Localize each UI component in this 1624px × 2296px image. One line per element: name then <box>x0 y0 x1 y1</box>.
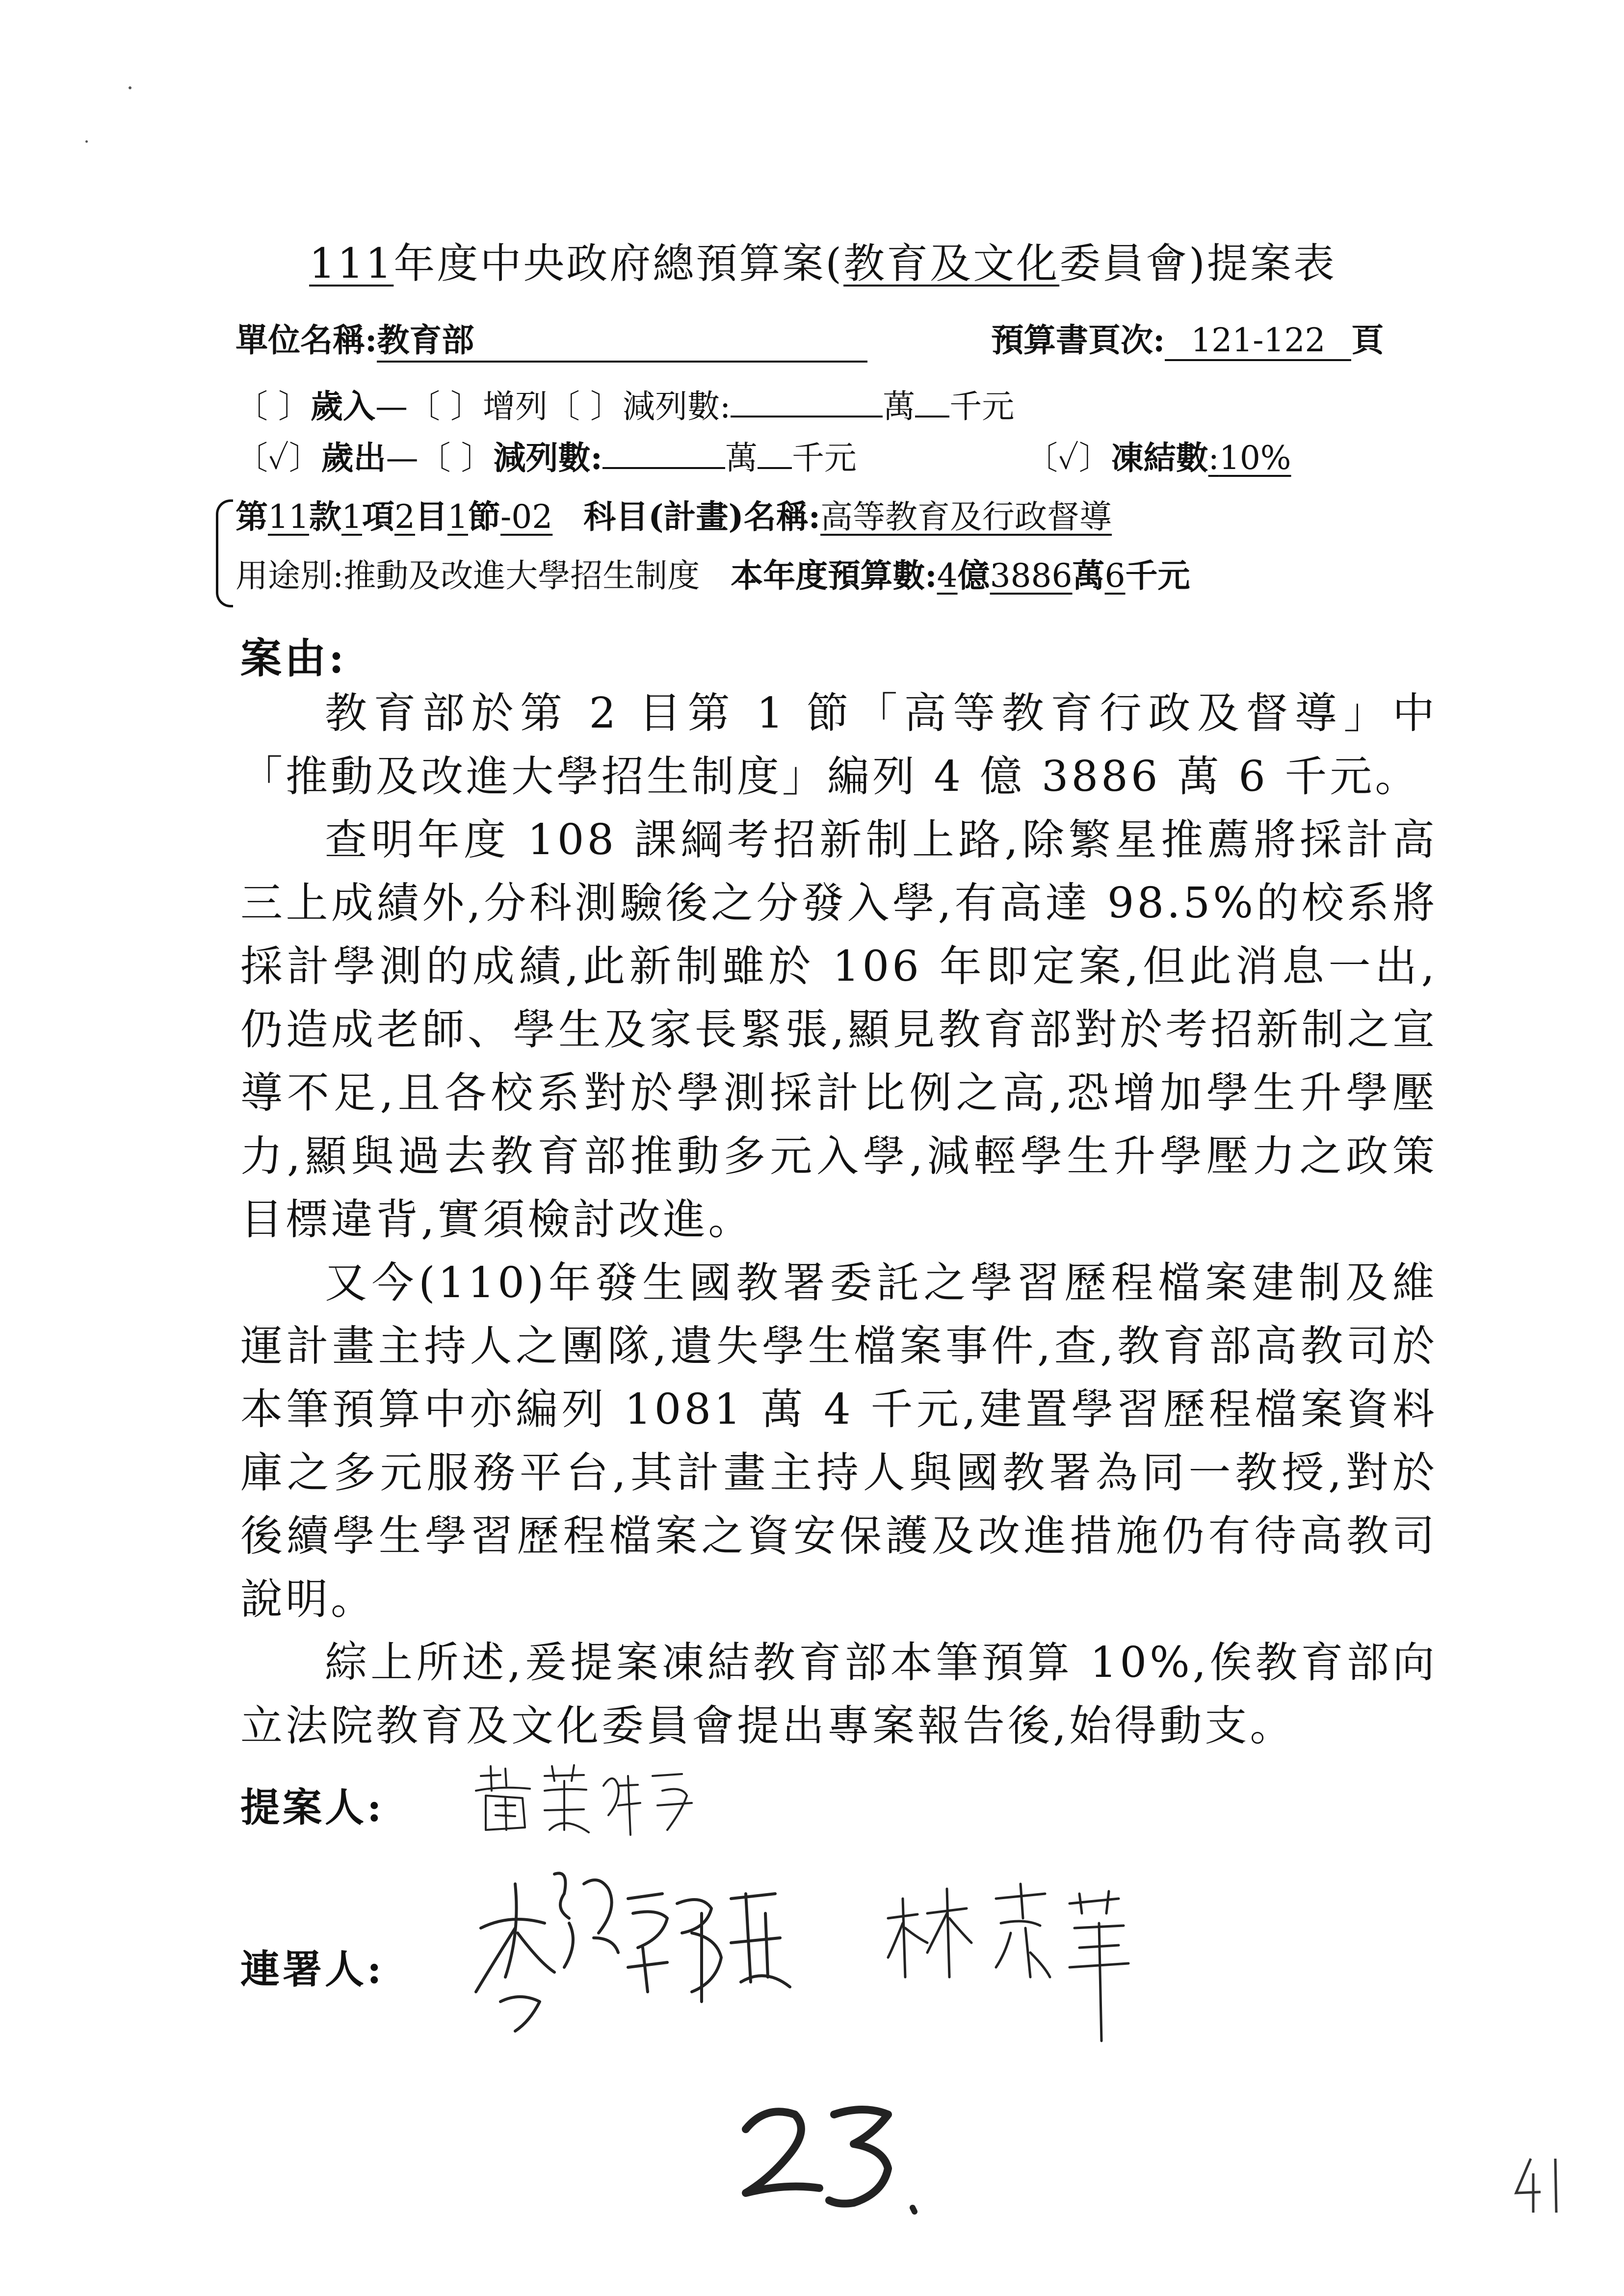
expense-line <box>236 432 857 478</box>
jie-number: 1 <box>447 498 468 536</box>
cosigner-label: 連署人: <box>240 1946 385 1992</box>
scan-speck <box>85 140 88 143</box>
page-value: 121-122 <box>1191 321 1326 359</box>
reason-paragraph-3: 又今(110)年發生國教署委託之學習歷程檔案建制及維運計畫主持人之團隊,遺失學生檔案事件,查,教育部高教司於本筆預算中亦編列 1081 萬 4 千元,建置學習歷程檔案資料庫之多元服務平台,其計畫主持人與國教署為同一教授,對於後續學生學習歷程檔案之資安保護及改進措施仍有待高教司說明。 <box>240 1258 1438 1624</box>
kuan-label: 款 <box>309 497 341 536</box>
xiang-number: 1 <box>341 498 362 536</box>
purpose-line <box>236 549 1190 596</box>
reason-body <box>240 682 1438 1758</box>
subject-di: 第 <box>236 497 268 536</box>
page-number <box>1511 2154 1580 2218</box>
unit-value: 教育部 <box>377 321 474 359</box>
subject-name-label: 科目(計畫)名稱: <box>583 497 821 536</box>
expense-label: 歲出 <box>321 439 386 477</box>
revenue-add-label: 增列 <box>482 388 548 425</box>
subject-name-value: 高等教育及行政督導 <box>820 498 1112 536</box>
title-pre: 年度中央政府總預算案( <box>393 239 844 287</box>
expense-reduce-label: 減列數: <box>493 439 602 477</box>
budget-wan: 萬 <box>1072 556 1105 595</box>
xiang-label: 項 <box>362 497 394 536</box>
expense-dash: — <box>386 439 419 477</box>
revenue-wan: 萬 <box>883 388 916 425</box>
budget-qian-number: 6 <box>1104 557 1126 595</box>
reason-heading: 案由: <box>240 634 347 682</box>
revenue-dash: — <box>375 388 408 425</box>
revenue-label: 歲入 <box>310 387 375 425</box>
cosigner-signature-2 <box>883 1879 1158 2056</box>
revenue-reduce-label: 減列數: <box>622 388 731 425</box>
budget-label: 本年度預算數: <box>731 556 937 595</box>
freeze-checkbox: 〔✓〕 <box>1025 439 1111 477</box>
jie-code: -02 <box>500 498 553 536</box>
freeze-label: 凍結數 <box>1111 439 1208 477</box>
scan-speck <box>129 86 131 89</box>
freeze-line <box>1025 432 1291 478</box>
expense-reduce-checkbox: 〔 〕 <box>418 439 494 477</box>
kuan-number: 11 <box>268 498 309 536</box>
unit-line <box>236 314 867 363</box>
handwritten-number <box>726 2095 932 2222</box>
page-ref-line <box>991 314 1384 361</box>
title-year: 111 <box>309 239 394 287</box>
page-suffix: 頁 <box>1351 321 1384 359</box>
page-title <box>309 231 1336 290</box>
expense-checkbox: 〔✓〕 <box>236 439 321 477</box>
mu-number: 2 <box>394 498 415 536</box>
expense-wan: 萬 <box>725 439 758 477</box>
subject-bracket <box>216 499 233 607</box>
purpose-label: 用途別: <box>236 557 344 595</box>
reason-paragraph-4: 綜上所述,爰提案凍結教育部本筆預算 10%,俟教育部向立法院教育及文化委員會提出專案報告後,始得動支。 <box>240 1638 1438 1750</box>
page-label: 預算書頁次: <box>991 321 1165 359</box>
revenue-line <box>236 380 1014 427</box>
budget-yi: 億 <box>957 556 990 595</box>
expense-qian: 千元 <box>791 439 857 477</box>
reason-paragraph-1: 教育部於第 2 目第 1 節「高等教育行政及督導」中「推動及改進大學招生制度」編列 4 億 3886 萬 6 千元。 <box>240 689 1438 801</box>
revenue-add-checkbox: 〔 〕 <box>407 388 483 425</box>
title-post: 委員會)提案表 <box>1059 239 1336 287</box>
unit-label: 單位名稱: <box>236 321 377 359</box>
title-committee: 教育及文化 <box>843 239 1060 287</box>
budget-yi-number: 4 <box>937 557 958 595</box>
revenue-qian: 千元 <box>949 388 1015 425</box>
proposer-signature <box>471 1756 707 1845</box>
subject-line <box>236 491 1112 537</box>
cosigner-signature-1 <box>471 1854 814 2051</box>
mu-label: 目 <box>415 497 447 536</box>
freeze-colon: : <box>1208 439 1219 477</box>
purpose-value: 推動及改進大學招生制度 <box>343 557 700 595</box>
proposer-label: 提案人: <box>240 1784 385 1830</box>
reason-paragraph-2: 查明年度 108 課綱考招新制上路,除繁星推薦將採計高三上成績外,分科測驗後之分發入學,有高達 98.5%的校系將採計學測的成績,此新制雖於 106 年即定案,但此消息一出,仍造成老師、學生及家長緊張,顯見教育部對於考招新制之宣導不足,且各校系對於學測採計比例之高,恐增加學生升學壓力,顯與過去教育部推動多元入學,減輕學生升學壓力之政策目標違背,實須檢討改進。 <box>240 815 1438 1244</box>
revenue-reduce-checkbox: 〔 〕 <box>547 388 623 425</box>
freeze-value: 10% <box>1219 439 1291 477</box>
budget-wan-number: 3886 <box>990 557 1073 595</box>
revenue-checkbox: 〔 〕 <box>236 388 311 425</box>
jie-label: 節 <box>468 497 500 536</box>
budget-qian: 千元 <box>1125 556 1190 595</box>
